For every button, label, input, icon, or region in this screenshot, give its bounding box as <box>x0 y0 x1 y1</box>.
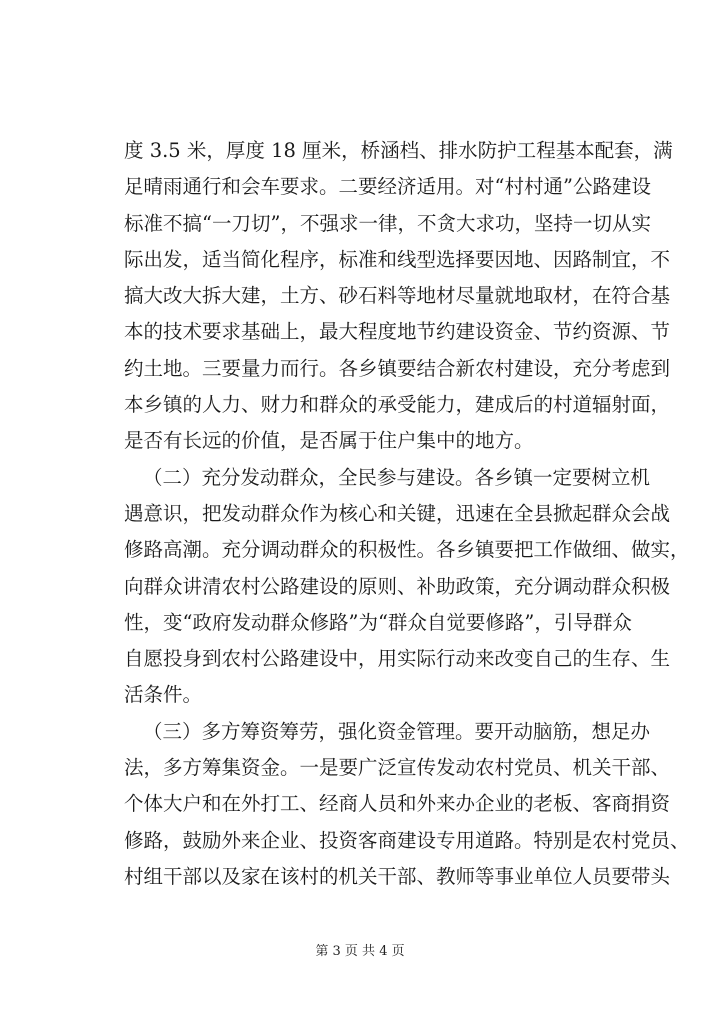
text-line: 本乡镇的人力、财力和群众的承受能力，建成后的村道辐射面， <box>124 393 671 417</box>
text-line: （三）多方筹资筹劳，强化资金管理。要开动脑筋，想足办 <box>143 719 651 743</box>
text-line: 修路，鼓励外来企业、投资客商建设专用道路。特别是农村党员、 <box>124 828 690 852</box>
text-line: 搞大改大拆大建，土方、砂石料等地材尽量就地取材，在符合基 <box>124 284 671 308</box>
text-line: 向群众讲清农村公路建设的原则、补助政策，充分调动群众积极 <box>124 574 671 598</box>
paragraph-2 <box>124 463 690 717</box>
text-line: 村组干部以及家在该村的机关干部、教师等事业单位人员要带头 <box>124 864 671 888</box>
text-line: （二）充分发动群众，全民参与建设。各乡镇一定要树立机 <box>143 465 651 489</box>
text-line: 修路高潮。充分调动群众的积极性。各乡镇要把工作做细、做实， <box>124 538 690 562</box>
text-line: 性，变“政府发动群众修路”为“群众自觉要修路”，引导群众 <box>124 610 632 634</box>
text-line: 法，多方筹集资金。一是要广泛宣传发动农村党员、机关干部、 <box>124 756 671 780</box>
text-line: 际出发，适当简化程序，标准和线型选择要因地、因路制宜，不 <box>124 247 671 271</box>
text-line: 遇意识，把发动群众作为核心和关键，迅速在全县掀起群众会战 <box>124 501 671 525</box>
text-line: 本的技术要求基础上，最大程度地节约建设资金、节约资源、节 <box>124 320 671 344</box>
page-number-footer: 第 3 页 共 4 页 <box>315 944 405 959</box>
document-body <box>124 136 690 898</box>
text-line: 度 3.5 米，厚度 18 厘米，桥涵档、排水防护工程基本配套，满 <box>124 139 673 162</box>
text-line: 自愿投身到农村公路建设中，用实际行动来改变自己的生存、生 <box>124 647 671 671</box>
text-line: 约土地。三要量力而行。各乡镇要结合新农村建设，充分考虑到 <box>124 356 671 380</box>
text-line: 足晴雨通行和会车要求。二要经济适用。对“村村通”公路建设 <box>124 175 651 199</box>
paragraph-3 <box>124 717 690 898</box>
text-line: 活条件。 <box>124 683 203 707</box>
text-line: 是否有长远的价值，是否属于住户集中的地方。 <box>124 429 534 453</box>
paragraph-1 <box>124 136 673 463</box>
text-line: 标准不搞“一刀切”，不强求一律，不贪大求功，坚持一切从实 <box>124 211 651 235</box>
text-line: 个体大户和在外打工、经商人员和外来办企业的老板、客商捐资 <box>124 792 671 816</box>
